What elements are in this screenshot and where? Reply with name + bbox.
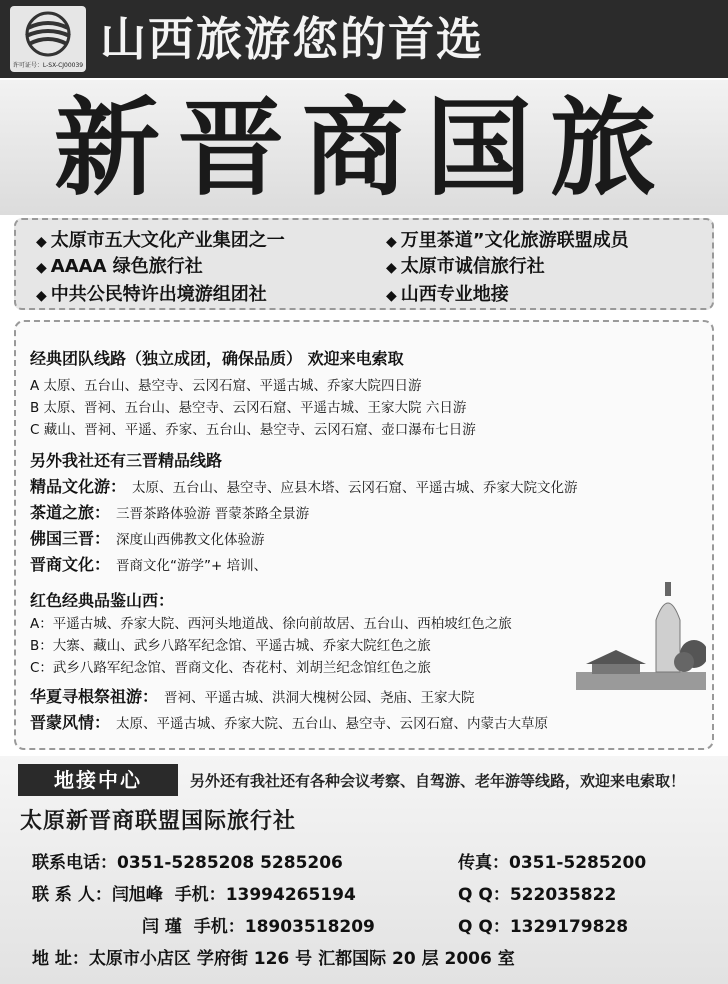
company-name: 太原新晋商联盟国际旅行社: [20, 809, 297, 834]
roots-route-item: 华夏寻根祭祖游： 晋祠、平遥古城、洪洞大槐树公园、尧庙、王家大院: [30, 687, 475, 706]
qq-number: 522035822: [509, 885, 617, 905]
ground-service-badge: 地接中心: [18, 764, 178, 796]
diamond-bullet-icon: ◆: [36, 288, 47, 304]
phone-row: 联系电话：0351-5285208 5285206: [32, 853, 343, 873]
banner-slogan: 山西旅游您的首选: [100, 12, 484, 66]
red-route-item: A：平遥古城、乔家大院、西河头地道战、徐向前故居、五台山、西柏坡红色之旅: [30, 616, 512, 632]
contact-name: 闫 瑾: [142, 917, 182, 937]
top-banner: [0, 0, 728, 78]
routes-box: [14, 320, 714, 750]
features-box: [14, 218, 714, 310]
fax-number: 0351-5285200: [509, 853, 647, 873]
company-logo: [10, 6, 86, 72]
contact-name: 闫旭峰: [111, 885, 163, 905]
diamond-bullet-icon: ◆: [36, 260, 47, 276]
feature-item: ◆ AAAA 绿色旅行社: [36, 256, 203, 277]
diamond-bullet-icon: ◆: [386, 260, 397, 276]
brand-section: [0, 80, 728, 215]
license-number: 许可证号：L-SX-CJ00039: [12, 62, 84, 69]
brand-name: 新晋商国旅: [54, 85, 674, 210]
qq-number: 1329179828: [509, 917, 629, 937]
diamond-bullet-icon: ◆: [386, 288, 397, 304]
diamond-bullet-icon: ◆: [386, 234, 397, 250]
classic-route-item: C 藏山、晋祠、平遥、乔家、五台山、悬空寺、云冈石窟、壶口瀑布七日游: [30, 422, 476, 438]
premium-route-item: 晋商文化： 晋商文化“游学”+ 培训、: [30, 555, 268, 574]
premium-route-item: 佛国三晋： 深度山西佛教文化体验游: [30, 529, 265, 548]
qq-row: Q Q：1329179828: [458, 917, 629, 937]
mobile-number: 18903518209: [244, 917, 375, 937]
premium-routes-heading: 另外我社还有三晋精品线路: [30, 451, 223, 470]
feature-item: ◆ 万里茶道”文化旅游联盟成员: [386, 230, 629, 251]
feature-item: ◆ 山西专业地接: [386, 284, 509, 305]
red-routes-heading: 红色经典品鉴山西：: [30, 591, 175, 610]
white-pagoda-icon: [576, 580, 706, 690]
feature-item: ◆ 太原市五大文化产业集团之一: [36, 230, 285, 251]
classic-route-item: A 太原、五台山、悬空寺、云冈石窟、平遥古城、乔家大院四日游: [30, 378, 422, 394]
extra-routes-note: 另外还有我社还有各种会议考察、自驾游、老年游等线路，欢迎来电索取！: [190, 772, 686, 790]
qq-row: Q Q：522035822: [458, 885, 617, 905]
red-route-item: C：武乡八路军纪念馆、晋商文化、杏花村、刘胡兰纪念馆红色之旅: [30, 660, 431, 676]
globe-logo-icon: [20, 10, 76, 58]
jinmeng-route-item: 晋蒙风情： 太原、平遥古城、乔家大院、五台山、悬空寺、云冈石窟、内蒙古大草原: [30, 713, 549, 732]
classic-routes-heading: 经典团队线路（独立成团，确保品质） 欢迎来电索取: [30, 349, 404, 368]
address-text: 太原市小店区 学府街 126 号 汇都国际 20 层 2006 室: [88, 949, 515, 969]
classic-route-item: B 太原、晋祠、五台山、悬空寺、云冈石窟、平遥古城、王家大院 六日游: [30, 400, 467, 416]
contact-section: [0, 756, 728, 984]
phone-number: 0351-5285208 5285206: [117, 853, 343, 873]
fax-row: 传真：0351-5285200: [458, 853, 647, 873]
feature-item: ◆ 中共公民特许出境游组团社: [36, 284, 267, 305]
contact-person-row: 联 系 人：闫旭峰 手机：13994265194: [32, 885, 356, 905]
contact-person-row: 闫 瑾 手机：18903518209: [142, 917, 375, 937]
red-route-item: B：大寨、藏山、武乡八路军纪念馆、平遥古城、乔家大院红色之旅: [30, 638, 431, 654]
address-row: 地 址：太原市小店区 学府街 126 号 汇都国际 20 层 2006 室: [32, 949, 515, 969]
mobile-number: 13994265194: [225, 885, 356, 905]
premium-route-item: 精品文化游： 太原、五台山、悬空寺、应县木塔、云冈石窟、平遥古城、乔家大院文化游: [30, 477, 578, 496]
feature-item: ◆ 太原市诚信旅行社: [386, 256, 545, 277]
premium-route-item: 茶道之旅： 三晋茶路体验游 晋蒙茶路全景游: [30, 503, 310, 522]
diamond-bullet-icon: ◆: [36, 234, 47, 250]
